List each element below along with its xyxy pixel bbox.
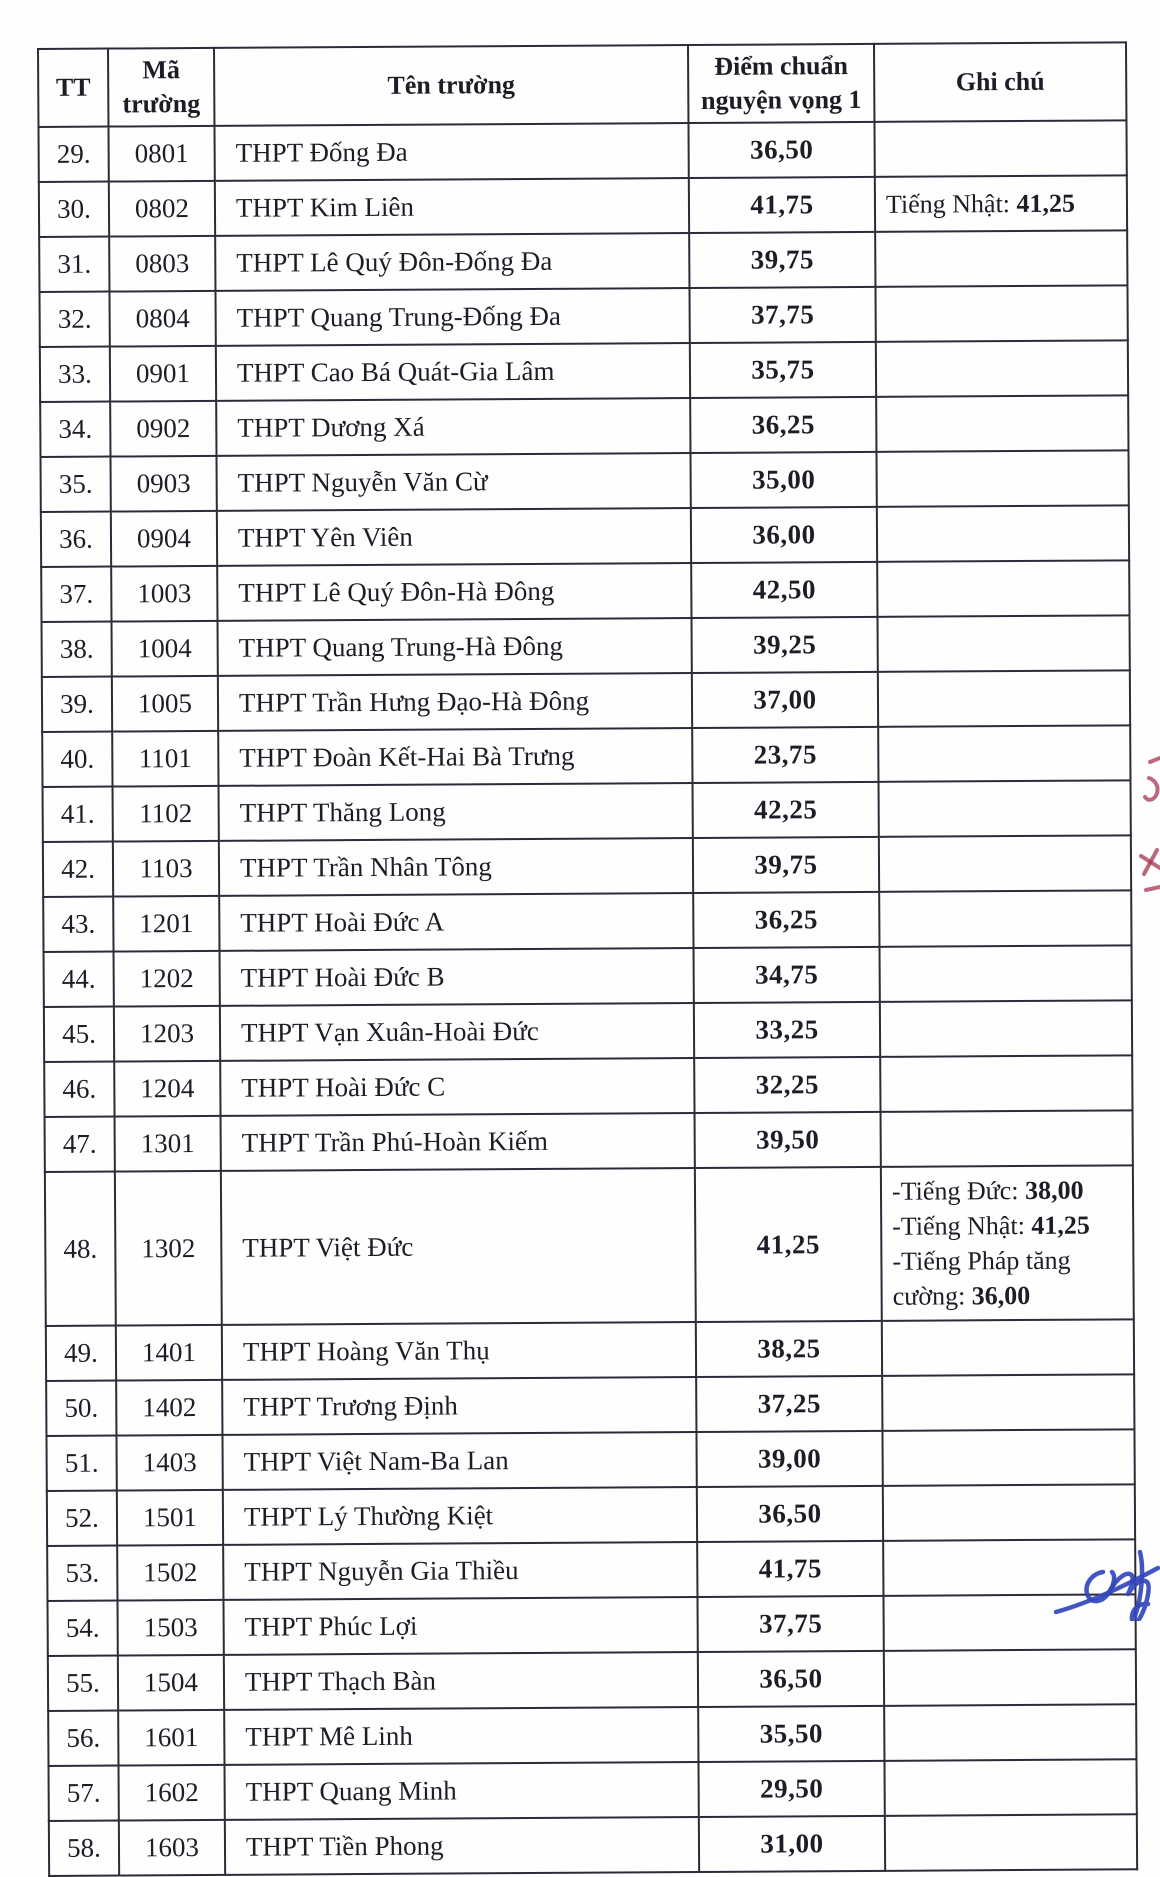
table-row [42,670,1130,732]
col-header-tt: TT [38,49,108,127]
note-cell [874,120,1126,177]
school-name-cell: THPT Trần Phú-Hoàn Kiếm [221,1113,695,1171]
row-number-cell: 30. [39,182,109,237]
score-cell: 37,75 [697,1596,883,1652]
table-row [43,780,1131,842]
score-cell: 41,75 [697,1541,883,1597]
school-name-cell: THPT Hoàng Văn Thụ [222,1322,696,1380]
school-name-cell: THPT Lê Quý Đôn-Hà Đông [217,563,691,621]
table-row [45,1110,1133,1172]
row-number-cell: 43. [43,897,113,952]
score-cell: 36,50 [697,1486,883,1542]
score-cell: 34,75 [694,947,880,1003]
table-row [39,285,1127,347]
row-number-cell: 34. [40,402,110,457]
table-row [48,1760,1136,1822]
table-row [48,1650,1136,1712]
note-line: Tiếng Nhật: 41,25 [885,188,1076,219]
score-cell: 39,75 [693,837,879,893]
score-cell: 36,25 [690,397,876,453]
note-cell [882,1430,1134,1487]
school-code-cell: 1602 [118,1765,224,1821]
row-number-cell: 46. [44,1062,114,1117]
school-code-cell: 1103 [113,841,219,897]
row-number-cell: 29. [38,127,108,182]
row-number-cell: 50. [46,1381,116,1436]
school-code-cell: 0803 [109,236,215,292]
note-cell [885,1815,1137,1872]
score-cell: 37,25 [696,1376,882,1432]
note-cell [881,1165,1134,1321]
row-number-cell: 35. [40,457,110,512]
row-number-cell: 41. [43,787,113,842]
note-cell [881,1110,1133,1167]
note-cell [878,780,1130,837]
table-row [46,1320,1134,1382]
col-header-note: Ghi chú [874,42,1126,122]
score-cell: 29,50 [698,1761,884,1817]
score-cell: 39,75 [689,232,875,288]
row-number-cell: 54. [47,1601,117,1656]
note-cell [880,1055,1132,1112]
note-cell [882,1320,1134,1377]
school-name-cell: THPT Đoàn Kết-Hai Bà Trưng [218,728,692,786]
school-code-cell: 1503 [117,1600,223,1656]
table-row [40,450,1128,512]
school-code-cell: 1301 [115,1116,221,1172]
school-name-cell: THPT Mê Linh [224,1707,698,1765]
school-name-cell: THPT Hoài Đức A [219,893,693,951]
row-number-cell: 40. [42,732,112,787]
table-row [48,1705,1136,1767]
score-cell: 42,25 [693,782,879,838]
school-code-cell: 1501 [117,1490,223,1546]
school-code-cell: 1603 [119,1820,225,1876]
row-number-cell: 58. [49,1821,119,1876]
table-row [39,175,1127,237]
row-number-cell: 31. [39,237,109,292]
row-number-cell: 32. [39,292,109,347]
note-cell [880,945,1132,1002]
note-cell [875,175,1127,232]
note-cell [878,670,1130,727]
school-code-cell: 1204 [114,1061,220,1117]
row-number-cell: 55. [48,1656,118,1711]
score-cell: 35,75 [690,342,876,398]
school-name-cell: THPT Nguyễn Văn Cừ [216,453,690,511]
row-number-cell: 36. [41,512,111,567]
school-name-cell: THPT Quang Minh [224,1762,698,1820]
row-number-cell: 37. [41,567,111,622]
note-line: -Tiếng Đức: 38,00 [891,1175,1084,1206]
table-row [43,890,1131,952]
note-cell [876,340,1128,397]
note-line: -Tiếng Nhật: 41,25 [892,1210,1090,1241]
note-cell [878,725,1130,782]
school-name-cell: THPT Trương Định [222,1377,696,1435]
col-header-benchmark-score: Điểm chuẩn nguyện vọng 1 [688,44,874,123]
table-row [38,120,1126,182]
school-code-cell: 0902 [110,401,216,457]
note-cell [883,1540,1135,1597]
school-name-cell: THPT Đống Đa [214,123,688,181]
note-cell [877,560,1129,617]
row-number-cell: 42. [43,842,113,897]
row-number-cell: 33. [40,347,110,402]
score-cell: 23,75 [692,727,878,783]
note-cell [883,1485,1135,1542]
score-cell: 39,25 [691,617,877,673]
school-name-cell: THPT Lý Thường Kiệt [223,1487,697,1545]
school-name-cell: THPT Thăng Long [219,783,693,841]
table-row [45,1165,1134,1326]
table-row [49,1815,1137,1877]
school-name-cell: THPT Việt Đức [221,1168,696,1325]
note-cell [879,890,1131,947]
score-cell: 35,50 [698,1706,884,1762]
note-cell [877,615,1129,672]
row-number-cell: 48. [45,1172,116,1327]
row-number-cell: 49. [46,1326,116,1381]
row-number-cell: 39. [42,677,112,732]
note-cell [880,1000,1132,1057]
school-code-cell: 1402 [116,1380,222,1436]
note-cell [879,835,1131,892]
table-row [41,560,1129,622]
table-row [47,1485,1135,1547]
score-cell: 41,25 [695,1167,882,1323]
table-body [38,120,1137,1876]
school-code-cell: 0903 [110,456,216,512]
school-code-cell: 1403 [116,1435,222,1491]
school-name-cell: THPT Hoài Đức C [220,1058,694,1116]
school-code-cell: 1202 [114,951,220,1007]
school-name-cell: THPT Vạn Xuân-Hoài Đức [220,1003,694,1061]
school-code-cell: 1201 [113,896,219,952]
score-cell: 37,00 [692,672,878,728]
score-cell: 37,75 [689,287,875,343]
note-cell [877,505,1129,562]
red-pen-mark-top [1145,758,1160,800]
note-line: -Tiếng Pháp tăng cường: 36,00 [892,1245,1071,1312]
col-header-school-name: Tên trường [214,45,688,126]
note-cell [882,1375,1134,1432]
red-pen-mark-bottom [1141,850,1160,890]
school-name-cell: THPT Trần Nhân Tông [219,838,693,896]
row-number-cell: 52. [47,1491,117,1546]
school-code-cell: 0904 [111,511,217,567]
col-header-school-code: Mã trường [108,48,214,127]
row-number-cell: 57. [48,1766,118,1821]
score-cell: 39,00 [696,1431,882,1487]
table-row [39,230,1127,292]
score-cell: 36,25 [693,892,879,948]
school-code-cell: 1005 [112,676,218,732]
school-name-cell: THPT Cao Bá Quát-Gia Lâm [216,343,690,401]
school-code-cell: 1302 [115,1171,222,1326]
note-cell [883,1595,1135,1652]
note-cell [875,230,1127,287]
score-cell: 32,25 [694,1057,880,1113]
score-cell: 41,75 [689,177,875,233]
row-number-cell: 38. [42,622,112,677]
school-name-cell: THPT Yên Viên [217,508,691,566]
school-name-cell: THPT Quang Trung-Đống Đa [215,288,689,346]
school-code-cell: 1003 [111,566,217,622]
row-number-cell: 45. [44,1007,114,1062]
school-name-cell: THPT Việt Nam-Ba Lan [222,1432,696,1490]
school-name-cell: THPT Phúc Lợi [223,1597,697,1655]
school-name-cell: THPT Dương Xá [216,398,690,456]
table-row [44,1055,1132,1117]
school-code-cell: 0801 [108,126,214,182]
header-row [38,42,1126,127]
table-row [47,1540,1135,1602]
school-code-cell: 1601 [118,1710,224,1766]
table-row [42,725,1130,787]
table-row [40,395,1128,457]
table-row [46,1375,1134,1437]
score-table [37,41,1138,1877]
school-name-cell: THPT Trần Hưng Đạo-Hà Đông [218,673,692,731]
table-row [41,505,1129,567]
score-cell: 35,00 [690,452,876,508]
score-cell: 38,25 [696,1321,882,1377]
row-number-cell: 44. [44,952,114,1007]
table-row [46,1430,1134,1492]
score-cell: 36,00 [691,507,877,563]
school-code-cell: 1004 [112,621,218,677]
note-cell [884,1760,1136,1817]
row-number-cell: 47. [45,1117,115,1172]
note-cell [876,395,1128,452]
row-number-cell: 56. [48,1711,118,1766]
school-code-cell: 1502 [117,1545,223,1601]
school-code-cell: 1101 [112,731,218,787]
row-number-cell: 53. [47,1546,117,1601]
admission-score-table [37,41,1136,1877]
school-name-cell: THPT Tiền Phong [225,1817,699,1875]
score-cell: 39,50 [695,1112,881,1168]
note-cell [875,285,1127,342]
score-cell: 33,25 [694,1002,880,1058]
school-name-cell: THPT Hoài Đức B [220,948,694,1006]
school-code-cell: 1203 [114,1006,220,1062]
score-cell: 31,00 [699,1816,885,1872]
note-cell [884,1705,1136,1762]
school-code-cell: 0901 [110,346,216,402]
school-code-cell: 1504 [118,1655,224,1711]
school-name-cell: THPT Nguyễn Gia Thiều [223,1542,697,1600]
score-cell: 36,50 [698,1651,884,1707]
table-row [43,835,1131,897]
school-name-cell: THPT Thạch Bàn [224,1652,698,1710]
school-code-cell: 1401 [116,1325,222,1381]
score-cell: 36,50 [688,122,874,178]
table-row [42,615,1130,677]
school-code-cell: 1102 [113,786,219,842]
school-name-cell: THPT Quang Trung-Hà Đông [218,618,692,676]
note-cell [884,1650,1136,1707]
note-cell [876,450,1128,507]
school-name-cell: THPT Lê Quý Đôn-Đống Đa [215,233,689,291]
school-name-cell: THPT Kim Liên [215,178,689,236]
table-row [47,1595,1135,1657]
table-row [44,1000,1132,1062]
school-code-cell: 0804 [109,291,215,347]
table-row [40,340,1128,402]
score-cell: 42,50 [691,562,877,618]
row-number-cell: 51. [46,1436,116,1491]
school-code-cell: 0802 [109,181,215,237]
table-row [44,945,1132,1007]
